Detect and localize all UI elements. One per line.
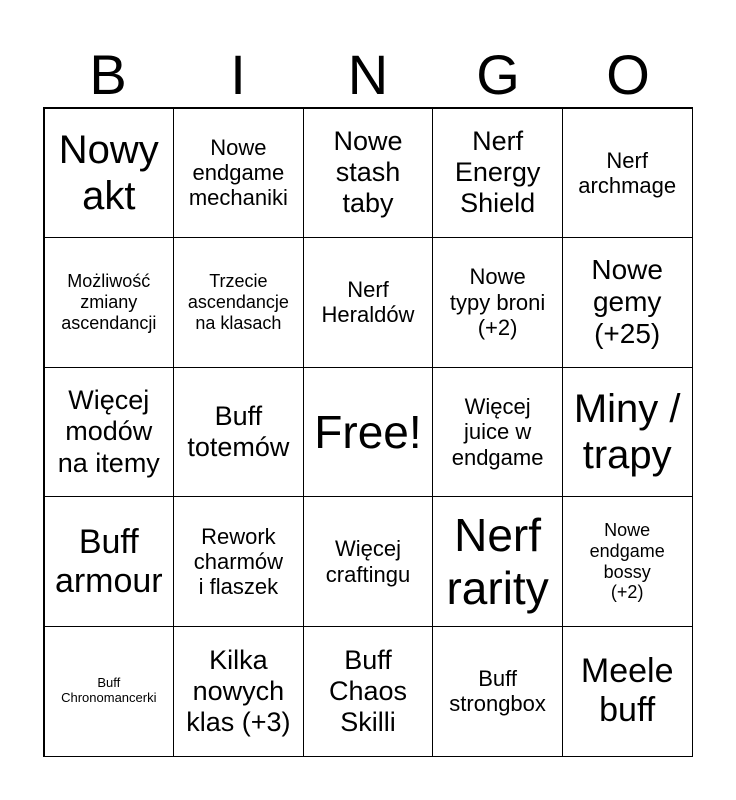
cell-label: Nowe typy broni (+2) (449, 264, 546, 341)
cell-label: Buff totemów (187, 400, 290, 462)
bingo-cell-r5c3[interactable] (303, 626, 434, 757)
bingo-cell-r3c2[interactable] (173, 367, 304, 498)
cell-label: Nerf archmage (578, 147, 677, 198)
cell-label: Nerf Heraldów (321, 277, 415, 328)
bingo-header (43, 44, 693, 106)
cell-label: Nerf Energy Shield (454, 126, 541, 219)
cell-label: Więcej craftingu (325, 536, 411, 587)
cell-label: Nowy akt (58, 127, 159, 218)
free-space-label: Free! (314, 405, 422, 458)
cell-label: Nowe gemy (+25) (591, 254, 663, 350)
bingo-cell-r5c1[interactable] (44, 626, 175, 757)
cell-label: Nerf rarity (446, 508, 549, 614)
cell-label: Miny / trapy (573, 386, 681, 477)
bingo-cell-r2c3[interactable] (303, 237, 434, 368)
header-letter-g: G (476, 43, 520, 106)
bingo-cell-r1c5[interactable] (562, 108, 693, 239)
cell-label: Kilka nowych klas (+3) (186, 644, 291, 737)
bingo-cell-r3c4[interactable] (432, 367, 563, 498)
bingo-cell-r4c4[interactable] (432, 496, 563, 627)
cell-label: Buff Chaos Skilli (328, 644, 408, 737)
cell-label: Nowe endgame mechaniki (188, 134, 288, 211)
cell-label: Buff Chronomancerki (61, 675, 157, 706)
cell-label: Więcej juice w endgame (451, 394, 544, 470)
bingo-cell-r2c1[interactable] (44, 237, 175, 368)
header-letter-o: O (606, 43, 650, 106)
header-letter-n: N (347, 43, 389, 106)
bingo-cell-r5c4[interactable] (432, 626, 563, 757)
cell-label: Trzecie ascendancje na klasach (187, 271, 289, 333)
header-letter-i: I (230, 43, 246, 106)
cell-label: Możliwość zmiany ascendancji (61, 271, 157, 333)
bingo-cell-r1c1[interactable] (44, 108, 175, 239)
cell-label: Więcej modów na itemy (57, 385, 160, 478)
cell-label: Nowe stash taby (333, 126, 403, 219)
cell-label: Buff armour (54, 522, 163, 600)
bingo-cell-r4c5[interactable] (562, 496, 693, 627)
bingo-cell-r4c3[interactable] (303, 496, 434, 627)
bingo-cell-r2c2[interactable] (173, 237, 304, 368)
bingo-cell-r5c2[interactable] (173, 626, 304, 757)
cell-label: Rework charmów i flaszek (193, 523, 284, 600)
header-letter-b: B (89, 43, 127, 106)
bingo-cell-r2c4[interactable] (432, 237, 563, 368)
bingo-cell-r3c5[interactable] (562, 367, 693, 498)
bingo-cell-r2c5[interactable] (562, 237, 693, 368)
bingo-cell-r1c2[interactable] (173, 108, 304, 239)
bingo-cell-r5c5[interactable] (562, 626, 693, 757)
bingo-cell-r3c1[interactable] (44, 367, 175, 498)
bingo-cell-r4c2[interactable] (173, 496, 304, 627)
cell-label: Meele buff (580, 652, 674, 730)
bingo-cell-r1c4[interactable] (432, 108, 563, 239)
bingo-grid (43, 107, 693, 757)
bingo-cell-free[interactable] (303, 367, 434, 498)
cell-label: Nowe endgame bossy (+2) (589, 520, 665, 603)
bingo-cell-r4c1[interactable] (44, 496, 175, 627)
bingo-cell-r1c3[interactable] (303, 108, 434, 239)
cell-label: Buff strongbox (449, 665, 546, 717)
